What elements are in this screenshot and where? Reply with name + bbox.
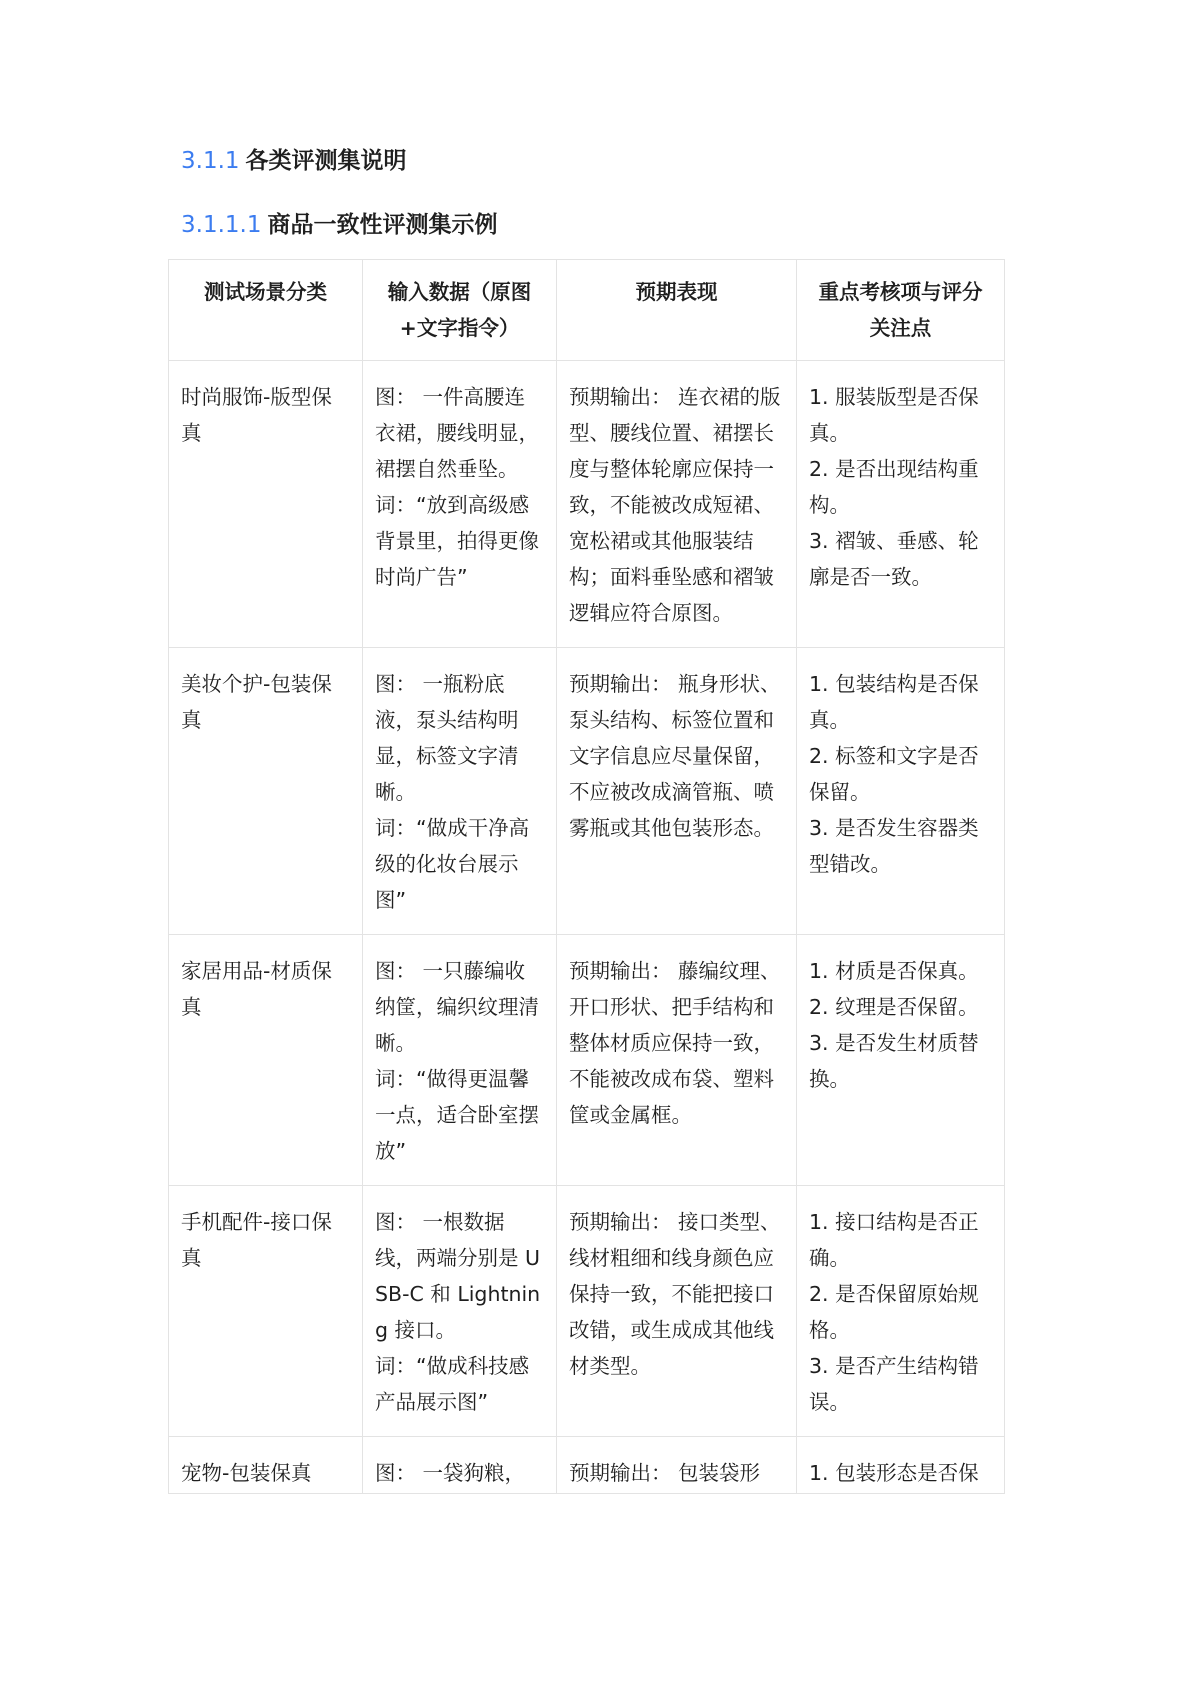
cell-expected: 预期输出： 藤编纹理、开口形状、把手结构和整体材质应保持一致，不能被改成布袋、塑料筐或金属框。 (557, 935, 797, 1186)
focus-item: 2. 标签和文字是否保留。 (809, 744, 979, 804)
input-prompt: 词：“做成科技感产品展示图” (375, 1354, 530, 1414)
focus-item: 2. 纹理是否保留。 (809, 995, 979, 1019)
section-number: 3.1.1 (181, 148, 240, 174)
input-image-desc: 图： 一根数据线，两端分别是 USB-C 和 Lightning 接口。 (375, 1210, 541, 1342)
cell-expected: 预期输出： 瓶身形状、泵头结构、标签位置和文字信息应尽量保留，不应被改成滴管瓶、喷雾瓶或其他包装形态。 (557, 648, 797, 935)
table-header-row (169, 260, 1005, 361)
input-image-desc: 图： 一件高腰连衣裙，腰线明显，裙摆自然垂坠。 (375, 385, 539, 481)
input-image-desc: 图： 一只藤编收纳筐，编织纹理清晰。 (375, 959, 539, 1055)
focus-item: 1. 接口结构是否正确。 (809, 1210, 979, 1270)
column-header-input: 输入数据（原图+文字指令） (363, 260, 557, 361)
focus-item: 3. 是否产生结构错误。 (809, 1354, 979, 1414)
focus-item: 2. 是否保留原始规格。 (809, 1282, 979, 1342)
cell-input (363, 1186, 557, 1437)
cell-focus (797, 1186, 1005, 1437)
cell-scene: 手机配件-接口保真 (169, 1186, 363, 1437)
cell-scene: 时尚服饰-版型保真 (169, 361, 363, 648)
cell-focus (797, 361, 1005, 648)
focus-item: 3. 是否发生材质替换。 (809, 1031, 979, 1091)
column-header-expected: 预期表现 (557, 260, 797, 361)
focus-item: 1. 材质是否保真。 (809, 959, 979, 983)
cell-focus (797, 935, 1005, 1186)
focus-item: 3. 褶皱、垂感、轮廓是否一致。 (809, 529, 979, 589)
section-title: 各类评测集说明 (245, 148, 407, 174)
section-heading-3-1-1-1 (181, 209, 497, 241)
cell-expected: 预期输出： 包装袋形 (557, 1437, 797, 1494)
section-number: 3.1.1.1 (181, 212, 262, 238)
table-row (169, 1186, 1005, 1437)
evaluation-set-table (168, 259, 1005, 1494)
column-header-focus: 重点考核项与评分关注点 (797, 260, 1005, 361)
focus-item: 1. 包装结构是否保真。 (809, 672, 979, 732)
cell-scene: 宠物-包装保真 (169, 1437, 363, 1494)
table-row (169, 935, 1005, 1186)
cell-input (363, 361, 557, 648)
input-image-desc: 图： 一袋狗粮， (375, 1461, 526, 1485)
input-image-desc: 图： 一瓶粉底液，泵头结构明显，标签文字清晰。 (375, 672, 519, 804)
table-row (169, 1437, 1005, 1494)
focus-item: 2. 是否出现结构重构。 (809, 457, 979, 517)
column-header-scene: 测试场景分类 (169, 260, 363, 361)
cell-focus (797, 648, 1005, 935)
focus-item: 1. 包装形态是否保 (809, 1461, 979, 1485)
cell-scene: 家居用品-材质保真 (169, 935, 363, 1186)
cell-expected: 预期输出： 接口类型、线材粗细和线身颜色应保持一致，不能把接口改错，或生成成其他线材类型。 (557, 1186, 797, 1437)
focus-item: 3. 是否发生容器类型错改。 (809, 816, 979, 876)
cell-input (363, 1437, 557, 1494)
cell-expected: 预期输出： 连衣裙的版型、腰线位置、裙摆长度与整体轮廓应保持一致，不能被改成短裙、宽松裙或其他服装结构；面料垂坠感和褶皱逻辑应符合原图。 (557, 361, 797, 648)
focus-item: 1. 服装版型是否保真。 (809, 385, 979, 445)
section-heading-3-1-1 (181, 145, 407, 177)
cell-input (363, 648, 557, 935)
cell-focus (797, 1437, 1005, 1494)
section-title: 商品一致性评测集示例 (267, 212, 498, 238)
table-row (169, 361, 1005, 648)
cell-scene: 美妆个护-包装保真 (169, 648, 363, 935)
cell-input (363, 935, 557, 1186)
input-prompt: 词：“做成干净高级的化妆台展示图” (375, 816, 530, 912)
table-row (169, 648, 1005, 935)
input-prompt: 词：“放到高级感背景里，拍得更像时尚广告” (375, 493, 539, 589)
input-prompt: 词：“做得更温馨一点，适合卧室摆放” (375, 1067, 539, 1163)
